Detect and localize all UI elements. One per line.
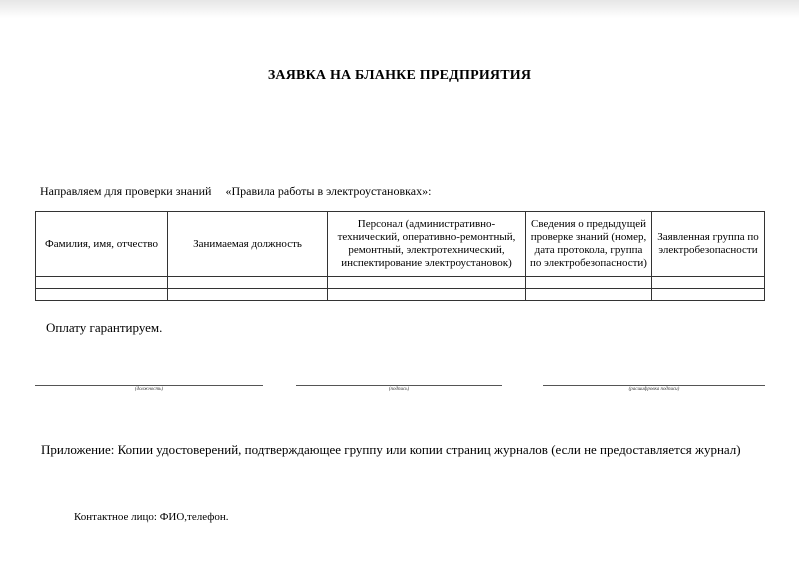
table-row xyxy=(36,289,765,301)
application-table xyxy=(35,211,765,301)
table-cell[interactable] xyxy=(36,289,168,301)
header-requested-group: Заявленная группа по электробезопасности xyxy=(652,212,765,277)
intro-text: Направляем для проверки знаний xyxy=(40,184,212,198)
page-top-shadow xyxy=(0,0,799,18)
transcript-caption: (расшифровка подписи) xyxy=(628,387,680,392)
contact-person: Контактное лицо: ФИО,телефон. xyxy=(74,511,229,523)
signature-caption: (подпись) xyxy=(388,387,410,392)
table-row xyxy=(36,277,765,289)
table-cell[interactable] xyxy=(328,277,526,289)
rules-title: «Правила работы в электроустановках»: xyxy=(225,184,432,198)
table-cell[interactable] xyxy=(652,277,765,289)
table-cell[interactable] xyxy=(652,289,765,301)
table-cell[interactable] xyxy=(526,277,652,289)
document-title: ЗАЯВКА НА БЛАНКЕ ПРЕДПРИЯТИЯ xyxy=(267,68,532,83)
header-position: Занимаемая должность xyxy=(168,212,328,277)
table-cell[interactable] xyxy=(328,289,526,301)
appendix-note: Приложение: Копии удостоверений, подтверждающее группу или копии страниц журналов (если не предоставляется журнал) xyxy=(41,442,741,457)
header-full-name: Фамилия, имя, отчество xyxy=(36,212,168,277)
table-cell[interactable] xyxy=(526,289,652,301)
position-caption: (должность) xyxy=(134,387,164,392)
intro-line xyxy=(40,184,431,199)
table-header-row xyxy=(36,212,765,277)
table-cell[interactable] xyxy=(168,277,328,289)
header-previous-check: Сведения о предыдущей проверке знаний (номер, дата протокола, группа по электробезопасности) xyxy=(526,212,652,277)
signature-line xyxy=(296,385,502,386)
position-signature-line xyxy=(35,385,263,386)
transcript-signature-line xyxy=(543,385,765,386)
header-personnel: Персонал (административно-технический, оперативно-ремонтный, ремонтный, электротехнический, инспектирование электроустановок) xyxy=(328,212,526,277)
table-cell[interactable] xyxy=(168,289,328,301)
table-cell[interactable] xyxy=(36,277,168,289)
payment-guarantee: Оплату гарантируем. xyxy=(46,320,163,335)
